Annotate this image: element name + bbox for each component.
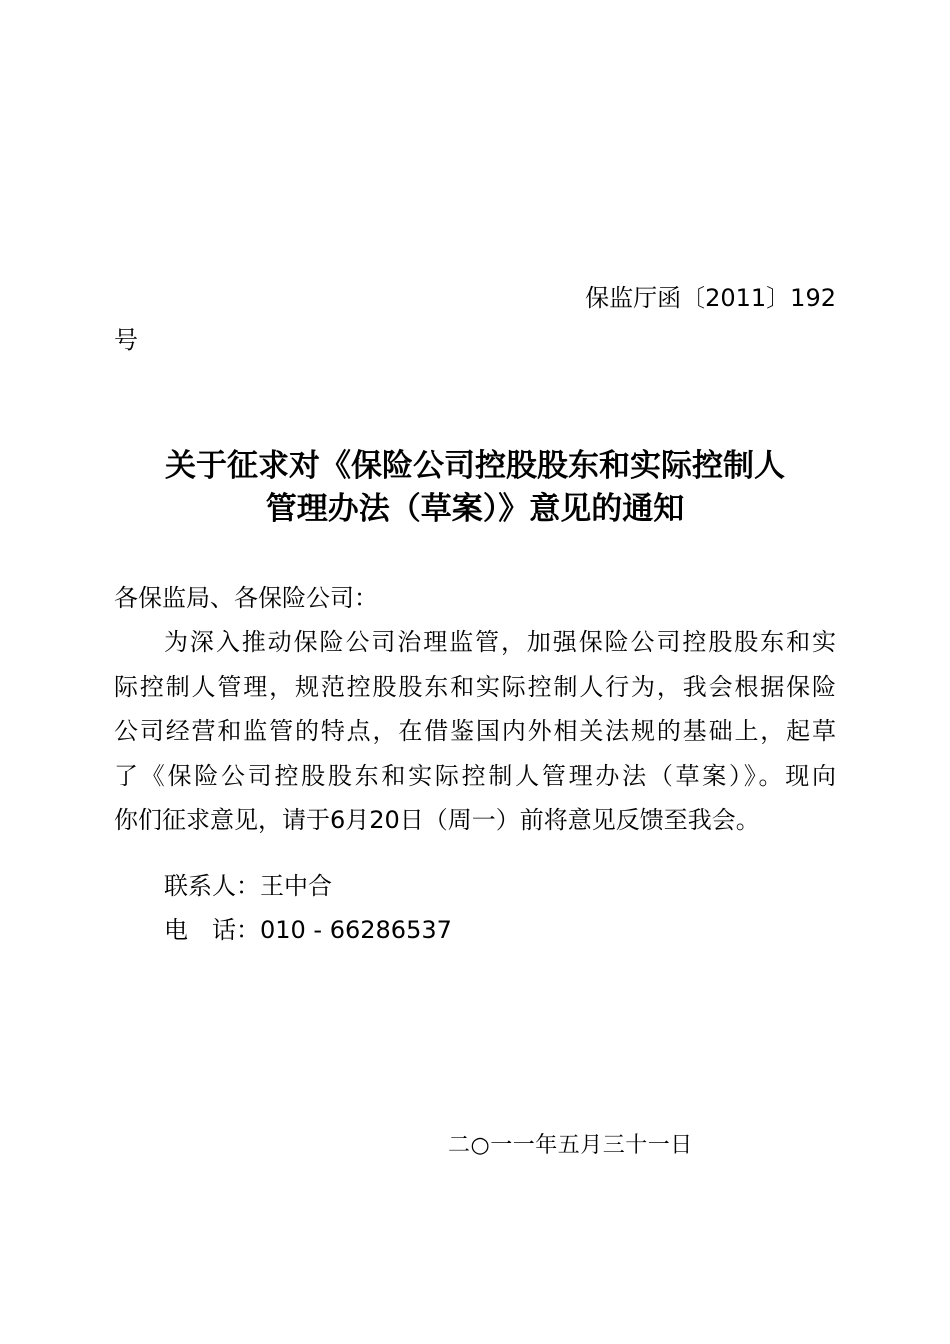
notice-title-line-1: 关于征求对《保险公司控股股东和实际控制人 xyxy=(165,448,785,484)
contact-phone: 电 话：010 - 66286537 xyxy=(164,916,452,944)
notice-title-line-2: 管理办法（草案）》意见的通知 xyxy=(265,491,685,527)
salutation: 各保监局、各保险公司： xyxy=(114,584,378,612)
body-line-3: 公司经营和监管的特点，在借鉴国内外相关法规的基础上，起草 xyxy=(114,717,836,745)
body-line-1: 为深入推动保险公司治理监管，加强保险公司控股股东和实 xyxy=(164,628,836,656)
body-line-4: 了《保险公司控股股东和实际控制人管理办法（草案）》。现向 xyxy=(114,762,836,790)
document-number: 保监厅函〔2011〕192 xyxy=(585,284,836,312)
contact-person: 联系人：王中合 xyxy=(164,872,332,900)
notice-title xyxy=(100,445,850,531)
body-line-5: 你们征求意见，请于6月20日（周一）前将意见反馈至我会。 xyxy=(114,806,760,834)
body-line-2: 际控制人管理，规范控股股东和实际控制人行为，我会根据保险 xyxy=(114,673,836,701)
issue-date: 二○一一年五月三十一日 xyxy=(448,1133,693,1158)
document-number-suffix: 号 xyxy=(114,326,138,354)
